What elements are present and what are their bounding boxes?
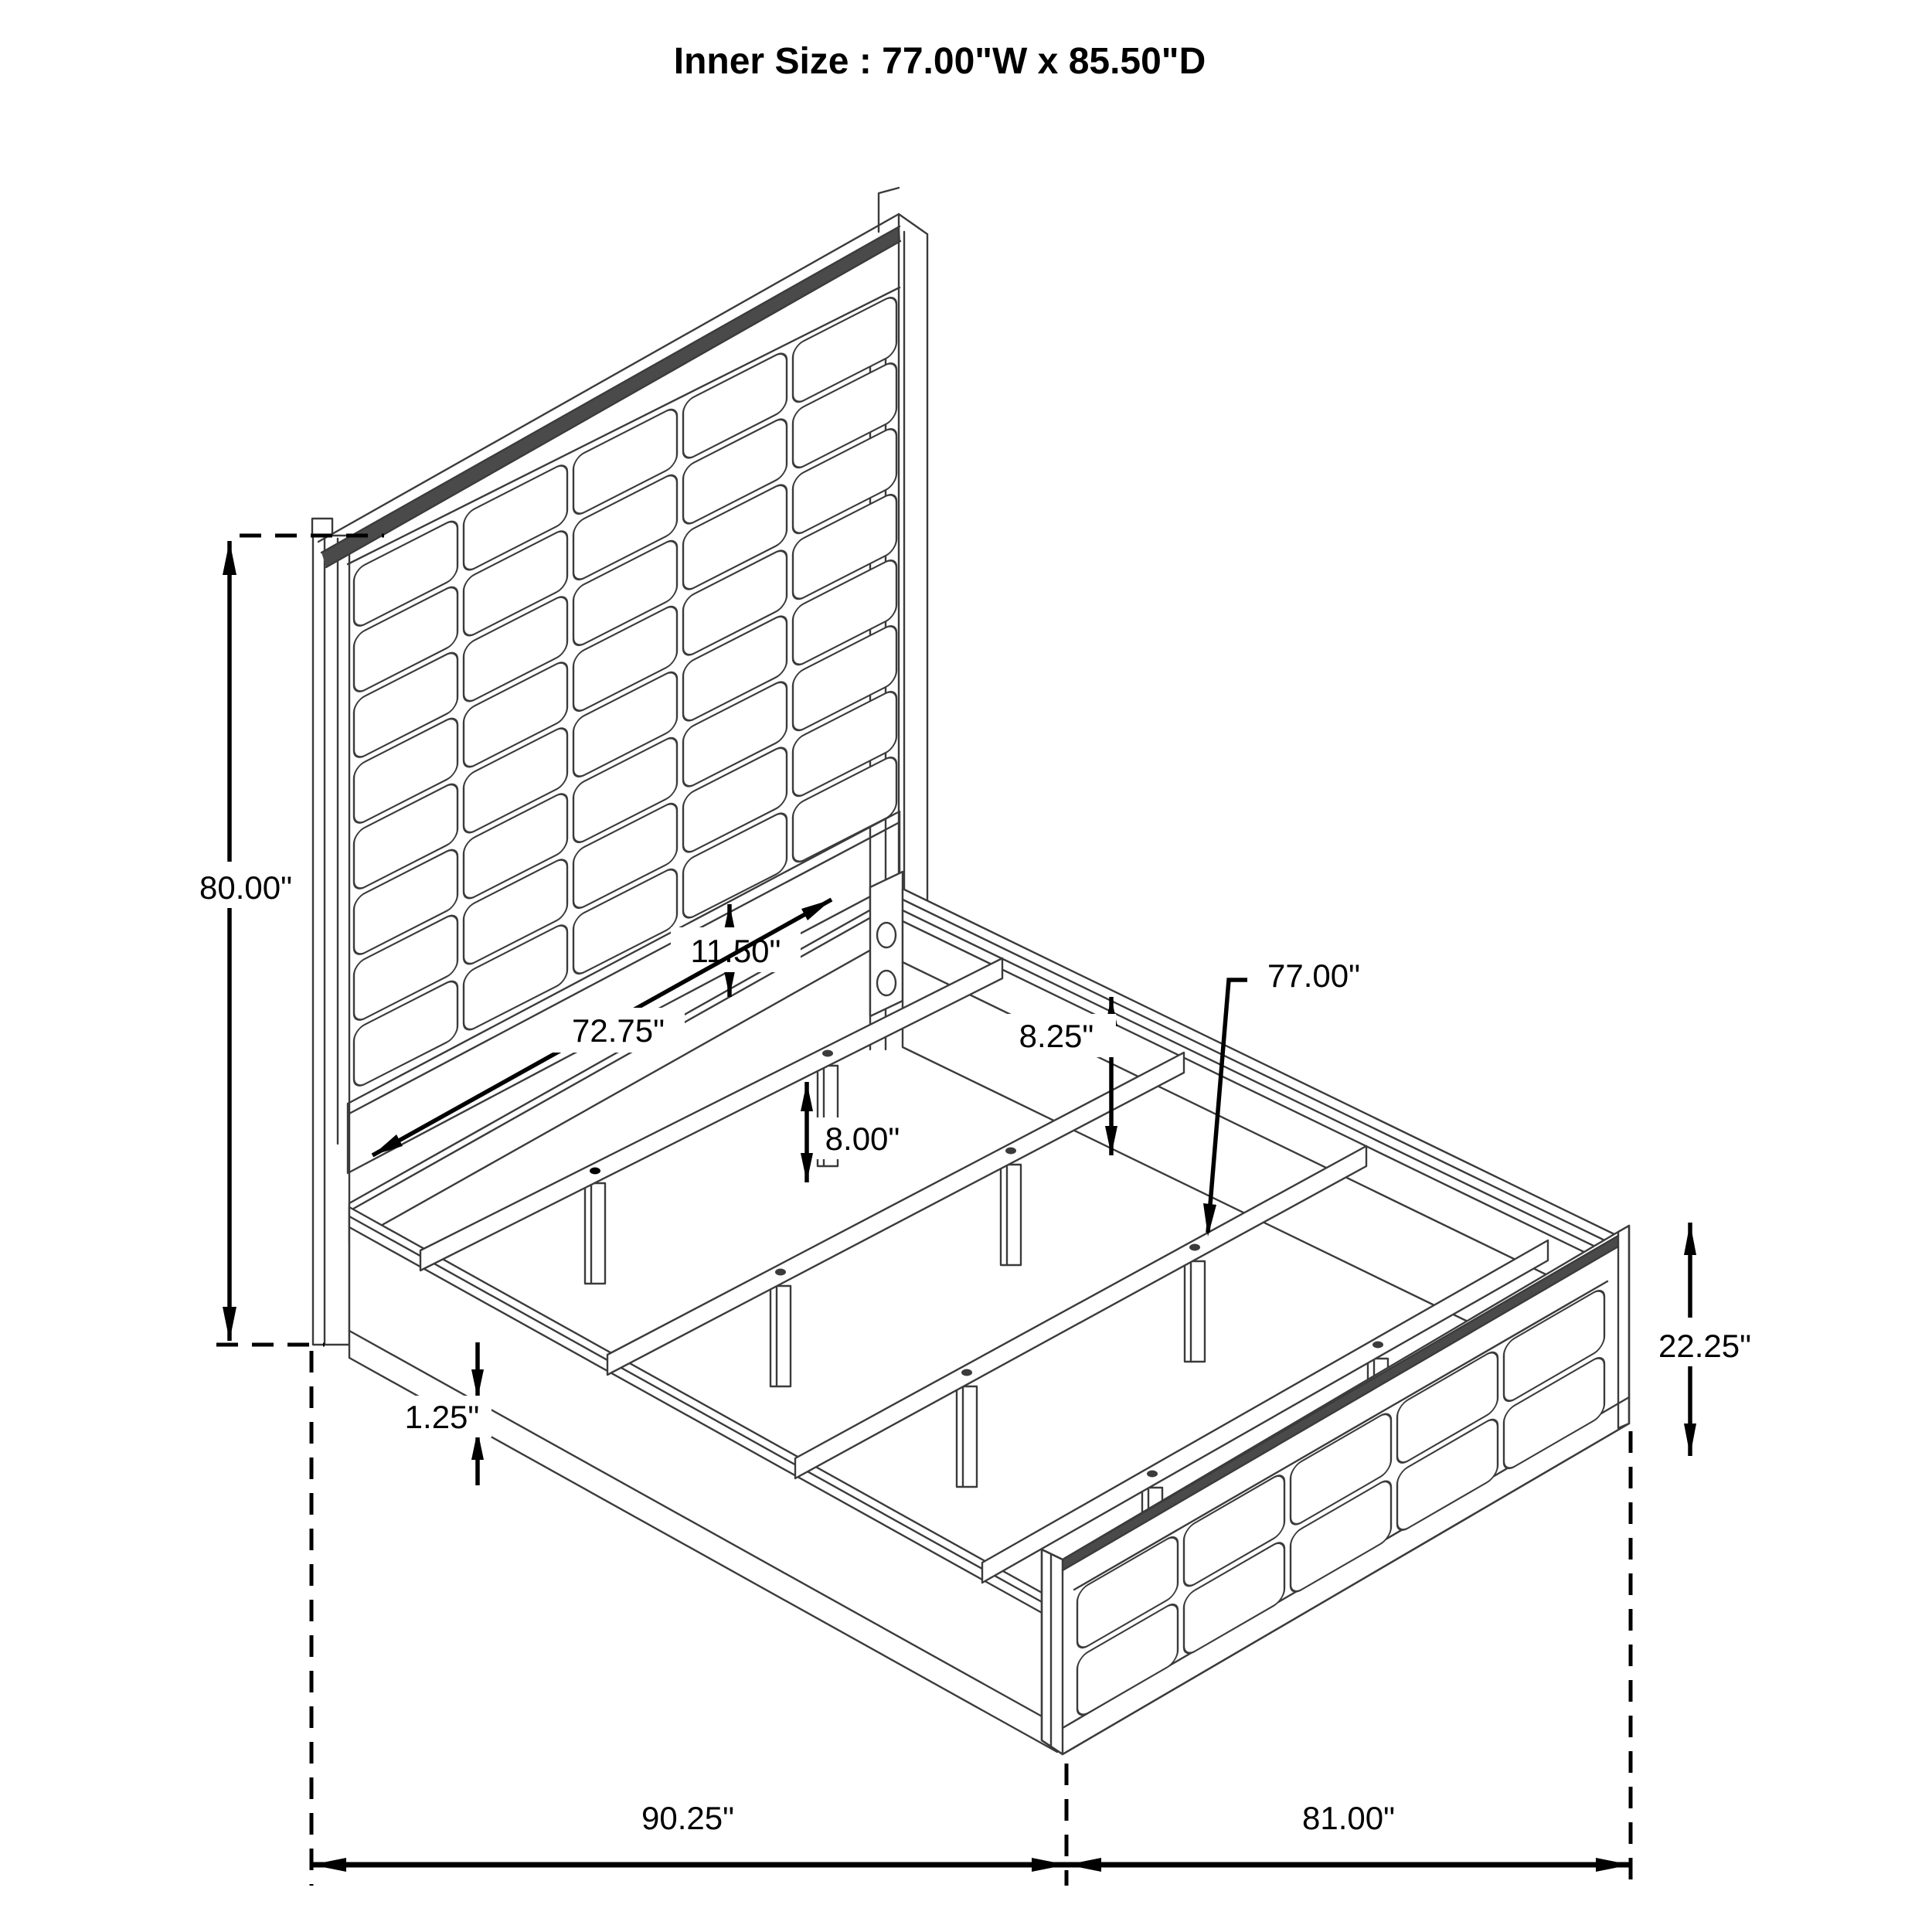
dim-label-footboard-height: 22.25" <box>1658 1328 1752 1364</box>
dim-label-headboard-height: 80.00" <box>199 869 293 906</box>
dim-label-panel-gap: 11.50" <box>690 933 781 969</box>
slat <box>607 1053 1184 1386</box>
bracket-hole <box>877 971 896 995</box>
dim-label-inner-span: 72.75" <box>571 1012 665 1049</box>
dim-label-leg-height: 8.00" <box>825 1121 900 1157</box>
dim-label-slat-length: 77.00" <box>1267 957 1361 994</box>
headboard-left-post <box>313 536 349 1345</box>
dim-label-rail-height: 8.25" <box>1019 1018 1094 1054</box>
dim-label-base-trim: 1.25" <box>404 1399 480 1435</box>
dim-overall-length <box>311 1800 1066 1872</box>
dim-footboard-width <box>1066 1800 1631 1872</box>
dim-label-footboard-width: 81.00" <box>1301 1800 1396 1836</box>
headboard-left-post-cap <box>312 519 332 536</box>
page-title: Inner Size : 77.00"W x 85.50"D <box>673 41 1206 82</box>
left-side-rail <box>349 1207 1057 1752</box>
bracket-hole <box>877 923 896 947</box>
dim-headboard-height <box>184 541 309 1341</box>
rail-bracket <box>870 872 903 1016</box>
dim-label-overall-length: 90.25" <box>641 1800 735 1836</box>
dim-footboard-height <box>1647 1223 1763 1456</box>
